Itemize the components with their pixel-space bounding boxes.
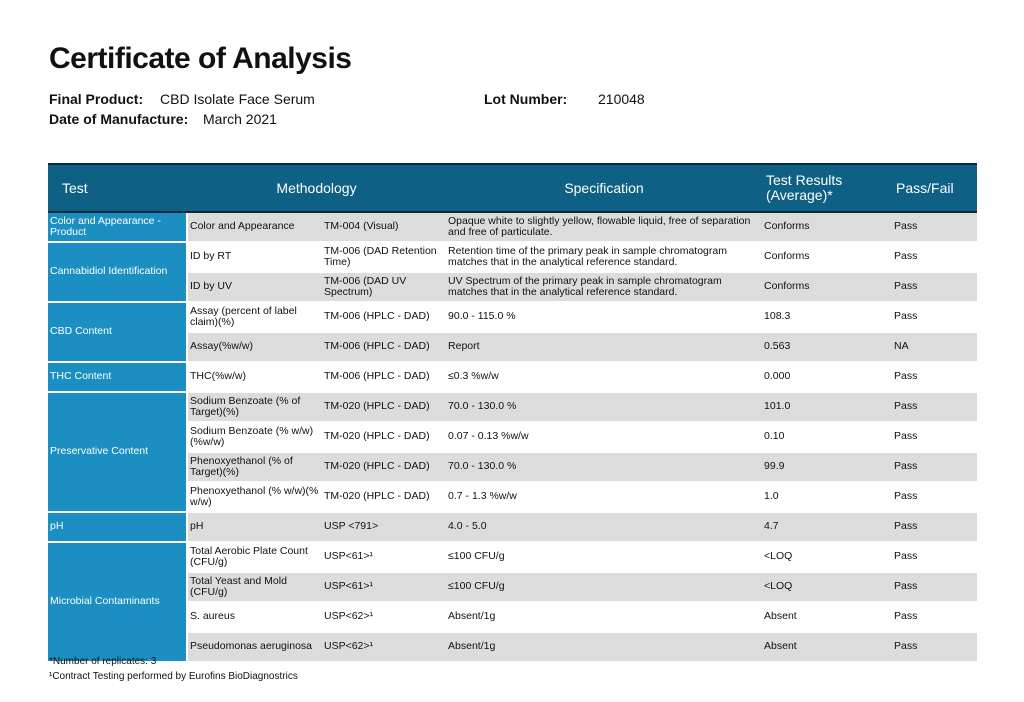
cell-test: Assay(%w/w) [187, 332, 322, 362]
category-color: Color and Appearance - Product [48, 212, 187, 242]
cell-method: TM-006 (HPLC - DAD) [322, 302, 446, 332]
cell-test: Total Yeast and Mold (CFU/g) [187, 572, 322, 602]
cell-pass: Pass [892, 272, 977, 302]
cell-result: Conforms [762, 242, 892, 272]
cell-pass: Pass [892, 512, 977, 542]
cell-method: TM-020 (HPLC - DAD) [322, 392, 446, 422]
cell-test: ID by RT [187, 242, 322, 272]
lot-number-label: Lot Number: [484, 91, 568, 107]
cell-result: Absent [762, 632, 892, 662]
cell-spec: ≤0.3 %w/w [446, 362, 762, 392]
cell-spec: Absent/1g [446, 602, 762, 632]
cell-method: USP <791> [322, 512, 446, 542]
table-row [48, 602, 977, 632]
cell-test: Color and Appearance [187, 212, 322, 242]
final-product-value: CBD Isolate Face Serum [160, 91, 315, 107]
cell-spec: 0.7 - 1.3 %w/w [446, 482, 762, 512]
cell-test: pH [187, 512, 322, 542]
table-row [48, 392, 977, 422]
cell-pass: Pass [892, 392, 977, 422]
cell-result: 1.0 [762, 482, 892, 512]
cell-test: ID by UV [187, 272, 322, 302]
lot-number-value: 210048 [598, 91, 645, 107]
header-test: Test [48, 164, 187, 212]
header-methodology: Methodology [187, 164, 446, 212]
footnote-contract: ¹Contract Testing performed by Eurofins BioDiagnostrics [49, 671, 298, 682]
cell-result: <LOQ [762, 572, 892, 602]
cell-method: USP<61>¹ [322, 542, 446, 572]
cell-spec: ≤100 CFU/g [446, 572, 762, 602]
table-header-row [48, 164, 977, 212]
table-row [48, 272, 977, 302]
cell-spec: UV Spectrum of the primary peak in sample chromatogram matches that in the analytical reference standard. [446, 272, 762, 302]
category-cbd: CBD Content [48, 302, 187, 362]
cell-pass: Pass [892, 302, 977, 332]
cell-pass: Pass [892, 242, 977, 272]
cell-pass: Pass [892, 422, 977, 452]
cell-pass: Pass [892, 542, 977, 572]
cell-spec: 90.0 - 115.0 % [446, 302, 762, 332]
footnote-replicates: *Number of replicates: 3 [49, 656, 157, 667]
cell-method: TM-020 (HPLC - DAD) [322, 422, 446, 452]
category-identification: Cannabidiol Identification [48, 242, 187, 302]
cell-spec: Opaque white to slightly yellow, flowable liquid, free of separation and free of particulate. [446, 212, 762, 242]
cell-spec: Retention time of the primary peak in sample chromatogram matches that in the analytical reference standard. [446, 242, 762, 272]
table-row [48, 572, 977, 602]
analysis-table [48, 163, 977, 663]
table-row [48, 422, 977, 452]
cell-test: THC(%w/w) [187, 362, 322, 392]
table-row [48, 482, 977, 512]
cell-result: 99.9 [762, 452, 892, 482]
cell-pass: Pass [892, 452, 977, 482]
table-row [48, 302, 977, 332]
cell-test: Total Aerobic Plate Count (CFU/g) [187, 542, 322, 572]
cell-method: USP<62>¹ [322, 602, 446, 632]
cell-method: TM-004 (Visual) [322, 212, 446, 242]
final-product [49, 91, 143, 107]
table-row [48, 212, 977, 242]
cell-result: Conforms [762, 212, 892, 242]
header-results-line1: Test Results [766, 172, 843, 188]
cell-pass: Pass [892, 602, 977, 632]
cell-method: TM-006 (HPLC - DAD) [322, 362, 446, 392]
cell-pass: Pass [892, 212, 977, 242]
header-pass-fail: Pass/Fail [892, 164, 977, 212]
cell-test: Sodium Benzoate (% of Target)(%) [187, 392, 322, 422]
table-row [48, 452, 977, 482]
page-title: Certificate of Analysis [49, 42, 352, 75]
category-microbial: Microbial Contaminants [48, 542, 187, 662]
cell-method: TM-006 (DAD Retention Time) [322, 242, 446, 272]
cell-result: 108.3 [762, 302, 892, 332]
cell-result: 0.563 [762, 332, 892, 362]
cell-test: Pseudomonas aeruginosa [187, 632, 322, 662]
cell-test: Phenoxyethanol (% w/w)(% w/w) [187, 482, 322, 512]
cell-test: Assay (percent of label claim)(%) [187, 302, 322, 332]
cell-method: USP<61>¹ [322, 572, 446, 602]
date-of-manufacture-label: Date of Manufacture: [49, 111, 189, 127]
cell-spec: Absent/1g [446, 632, 762, 662]
category-ph: pH [48, 512, 187, 542]
cell-method: TM-006 (DAD UV Spectrum) [322, 272, 446, 302]
table-row [48, 242, 977, 272]
cell-method: TM-006 (HPLC - DAD) [322, 332, 446, 362]
cell-result: Conforms [762, 272, 892, 302]
cell-result: <LOQ [762, 542, 892, 572]
header-results-line2: (Average)* [766, 187, 833, 203]
date-of-manufacture-value: March 2021 [203, 111, 277, 127]
cell-result: 101.0 [762, 392, 892, 422]
cell-result: 0.000 [762, 362, 892, 392]
category-preservative: Preservative Content [48, 392, 187, 512]
date-of-manufacture [49, 111, 188, 127]
cell-pass: NA [892, 332, 977, 362]
cell-test: Sodium Benzoate (% w/w)(%w/w) [187, 422, 322, 452]
cell-test: S. aureus [187, 602, 322, 632]
cell-result: 4.7 [762, 512, 892, 542]
header-test-results [762, 164, 892, 212]
table-row [48, 512, 977, 542]
cell-result: 0.10 [762, 422, 892, 452]
cell-spec: ≤100 CFU/g [446, 542, 762, 572]
cell-pass: Pass [892, 362, 977, 392]
cell-pass: Pass [892, 482, 977, 512]
category-thc: THC Content [48, 362, 187, 392]
cell-pass: Pass [892, 572, 977, 602]
cell-spec: 70.0 - 130.0 % [446, 452, 762, 482]
cell-method: USP<62>¹ [322, 632, 446, 662]
cell-spec: Report [446, 332, 762, 362]
table-row [48, 542, 977, 572]
cell-result: Absent [762, 602, 892, 632]
header-specification: Specification [446, 164, 762, 212]
cell-method: TM-020 (HPLC - DAD) [322, 452, 446, 482]
table-row [48, 362, 977, 392]
table-row [48, 332, 977, 362]
cell-test: Phenoxyethanol (% of Target)(%) [187, 452, 322, 482]
cell-pass: Pass [892, 632, 977, 662]
cell-method: TM-020 (HPLC - DAD) [322, 482, 446, 512]
cell-spec: 70.0 - 130.0 % [446, 392, 762, 422]
final-product-label: Final Product: [49, 91, 144, 107]
cell-spec: 4.0 - 5.0 [446, 512, 762, 542]
table-row [48, 632, 977, 662]
cell-spec: 0.07 - 0.13 %w/w [446, 422, 762, 452]
lot-number [484, 91, 567, 107]
